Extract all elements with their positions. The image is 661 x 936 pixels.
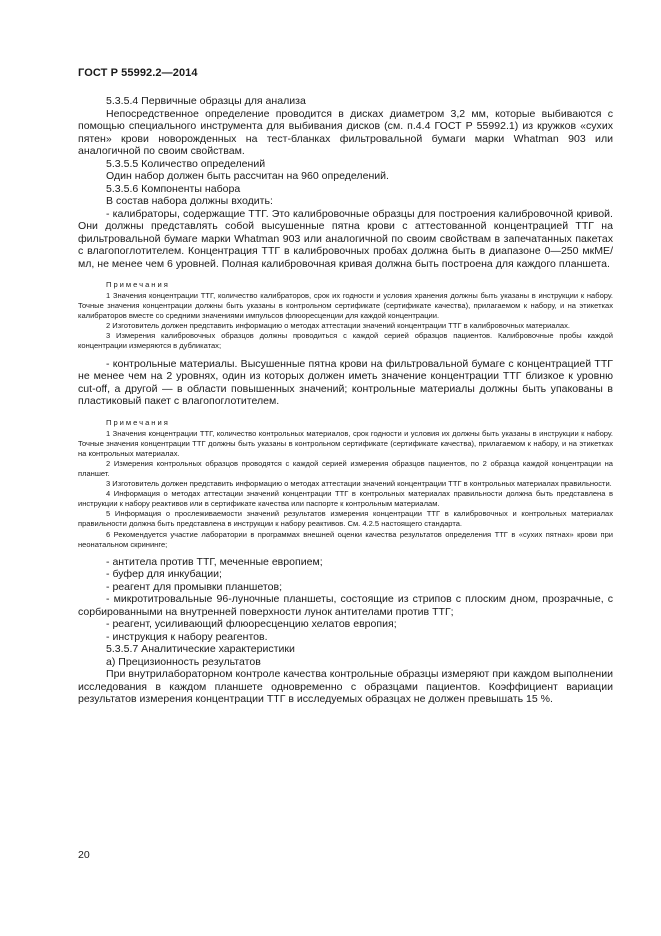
list-item: - антитела против ТТГ, меченные европием; xyxy=(106,555,323,568)
section-heading: 5.3.5.6 Компоненты набора xyxy=(106,182,241,195)
note-item: 1 Значения концентрации ТТГ, количество контрольных материалов, срок годности и условия их должны быть указаны в инструкции к набору. Точные значения концентрации ТТГ должны быть указаны в контрольном сертификате (сертификате качества), прилагаемом к набору, и на этикетках на контрольных материалах. xyxy=(78,428,613,458)
list-item-calibrators: - калибраторы, содержащие ТТГ. Это калибровочные образцы для построения калибровочной кривой. Они должны представлять собой высушенные пятна крови с аттестованной концентрацией ТТГ на фильтровальной бумаге марки Whatman 903 или аналогичной по своим свойствам в запечатанных пакетах с влагопоглотителем. Концентрация ТТГ в калибровочных пробах должна быть в диапазоне 0—250 мкМЕ/мл, не менее чем 6 уровней. Полная калибровочная кривая должна быть построена для каждого планшета. xyxy=(78,207,613,270)
paragraph: В состав набора должны входить: xyxy=(106,195,273,207)
note-item: 1 Значения концентрации ТТГ, количество калибраторов, срок их годности и условия хранения должны быть указаны в инструкции к набору. Точные значения концентрации должны быть указаны в контрольном сертификате (сертификате качества), прилагаемом к набору, и на этикетках калибраторов вместе со средними значениями импульсов флюоресценции для каждой концентрации. xyxy=(78,291,613,321)
page-number: 20 xyxy=(78,849,90,861)
subheading: а) Прецизионность результатов xyxy=(106,655,261,668)
list-item: - инструкция к набору реагентов. xyxy=(106,630,268,643)
note-item: 2 Изготовитель должен представить информацию о методах аттестации значений концентрации ТТГ в калибровочных материалах. xyxy=(106,321,570,331)
list-item-controls: - контрольные материалы. Высушенные пятна крови на фильтровальной бумаге с концентрацией ТТГ не менее чем на 2 уровнях, один из которых должен иметь значение концентрации ТТГ близкое к уровню cut-off, а другой — в области повышенных значений; контрольные материалы должны быть упакованы в пластиковый пакет с влагопоглотителем. xyxy=(78,357,613,408)
note-item: 3 Измерения калибровочных образцов должны проводиться с каждой серией образцов пациентов. Калибровочные пробы каждой концентрации измеряются в дубликатах; xyxy=(78,331,613,351)
note-item: 3 Изготовитель должен представить информацию о методах аттестации значений концентрации ТТГ в контрольных материалах правильности. xyxy=(106,479,612,489)
document-header: ГОСТ Р 55992.2—2014 xyxy=(78,67,198,79)
notes-label: Примечания xyxy=(106,280,170,289)
section-heading: 5.3.5.7 Аналитические характеристики xyxy=(106,643,295,656)
note-item: 5 Информация о прослеживаемости значений результатов измерения концентрации ТТГ в калибровочных и контрольных материалах правильности должна быть представлена в инструкции к набору реактивов. См. 4.2.5 настоящего стандарта. xyxy=(78,509,613,529)
list-item: - микротитровальные 96-луночные планшеты, состоящие из стрипов с плоским дном, прозрачные, с сорбированными на внутренней поверхности лунок антителами против ТТГ; xyxy=(78,593,613,618)
list-item: - реагент для промывки планшетов; xyxy=(106,580,283,593)
section-heading: 5.3.5.5 Количество определений xyxy=(106,157,266,170)
paragraph: При внутрилабораторном контроле качества контрольные образцы измеряют при каждом выполнении исследования в каждом планшете одновременно с образцами пациентов. Коэффициент вариации результатов измерения концентрации ТТГ в исследуемых образцах не должен превышать 15 %. xyxy=(78,668,613,706)
paragraph: Один набор должен быть рассчитан на 960 определений. xyxy=(106,170,389,182)
note-item: 4 Информация о методах аттестации значений концентрации ТТГ в контрольных материалах правильности должна быть представлена в инструкции к набору реактивов или в сертификате качества или паспорте к контрольным материалам. xyxy=(78,489,613,509)
document-body xyxy=(78,95,613,706)
note-item: 6 Рекомендуется участие лаборатории в программах внешней оценки качества результатов определения ТТГ в «сухих пятнах» крови при неонатальном скрининге; xyxy=(78,529,613,549)
paragraph: Непосредственное определение проводится в дисках диаметром 3,2 мм, которые выбиваются с помощью специального инструмента для выбивания дисков (см. п.4.4 ГОСТ Р 55992.1) из кружков «сухих пятен» крови новорожденных на тест-бланках фильтровальной бумаги марки Whatman 903 или аналогичной по своим свойствам. xyxy=(78,107,613,157)
notes-label: Примечания xyxy=(106,417,170,427)
list-item: - реагент, усиливающий флюоресценцию хелатов европия; xyxy=(106,618,397,631)
section-heading: 5.3.5.4 Первичные образцы для анализа xyxy=(106,95,306,107)
note-item: 2 Измерения контрольных образцов проводятся с каждой серией измерения образцов пациентов, по 2 образца каждой концентрации на планшет. xyxy=(78,458,613,478)
list-item: - буфер для инкубации; xyxy=(106,568,222,581)
